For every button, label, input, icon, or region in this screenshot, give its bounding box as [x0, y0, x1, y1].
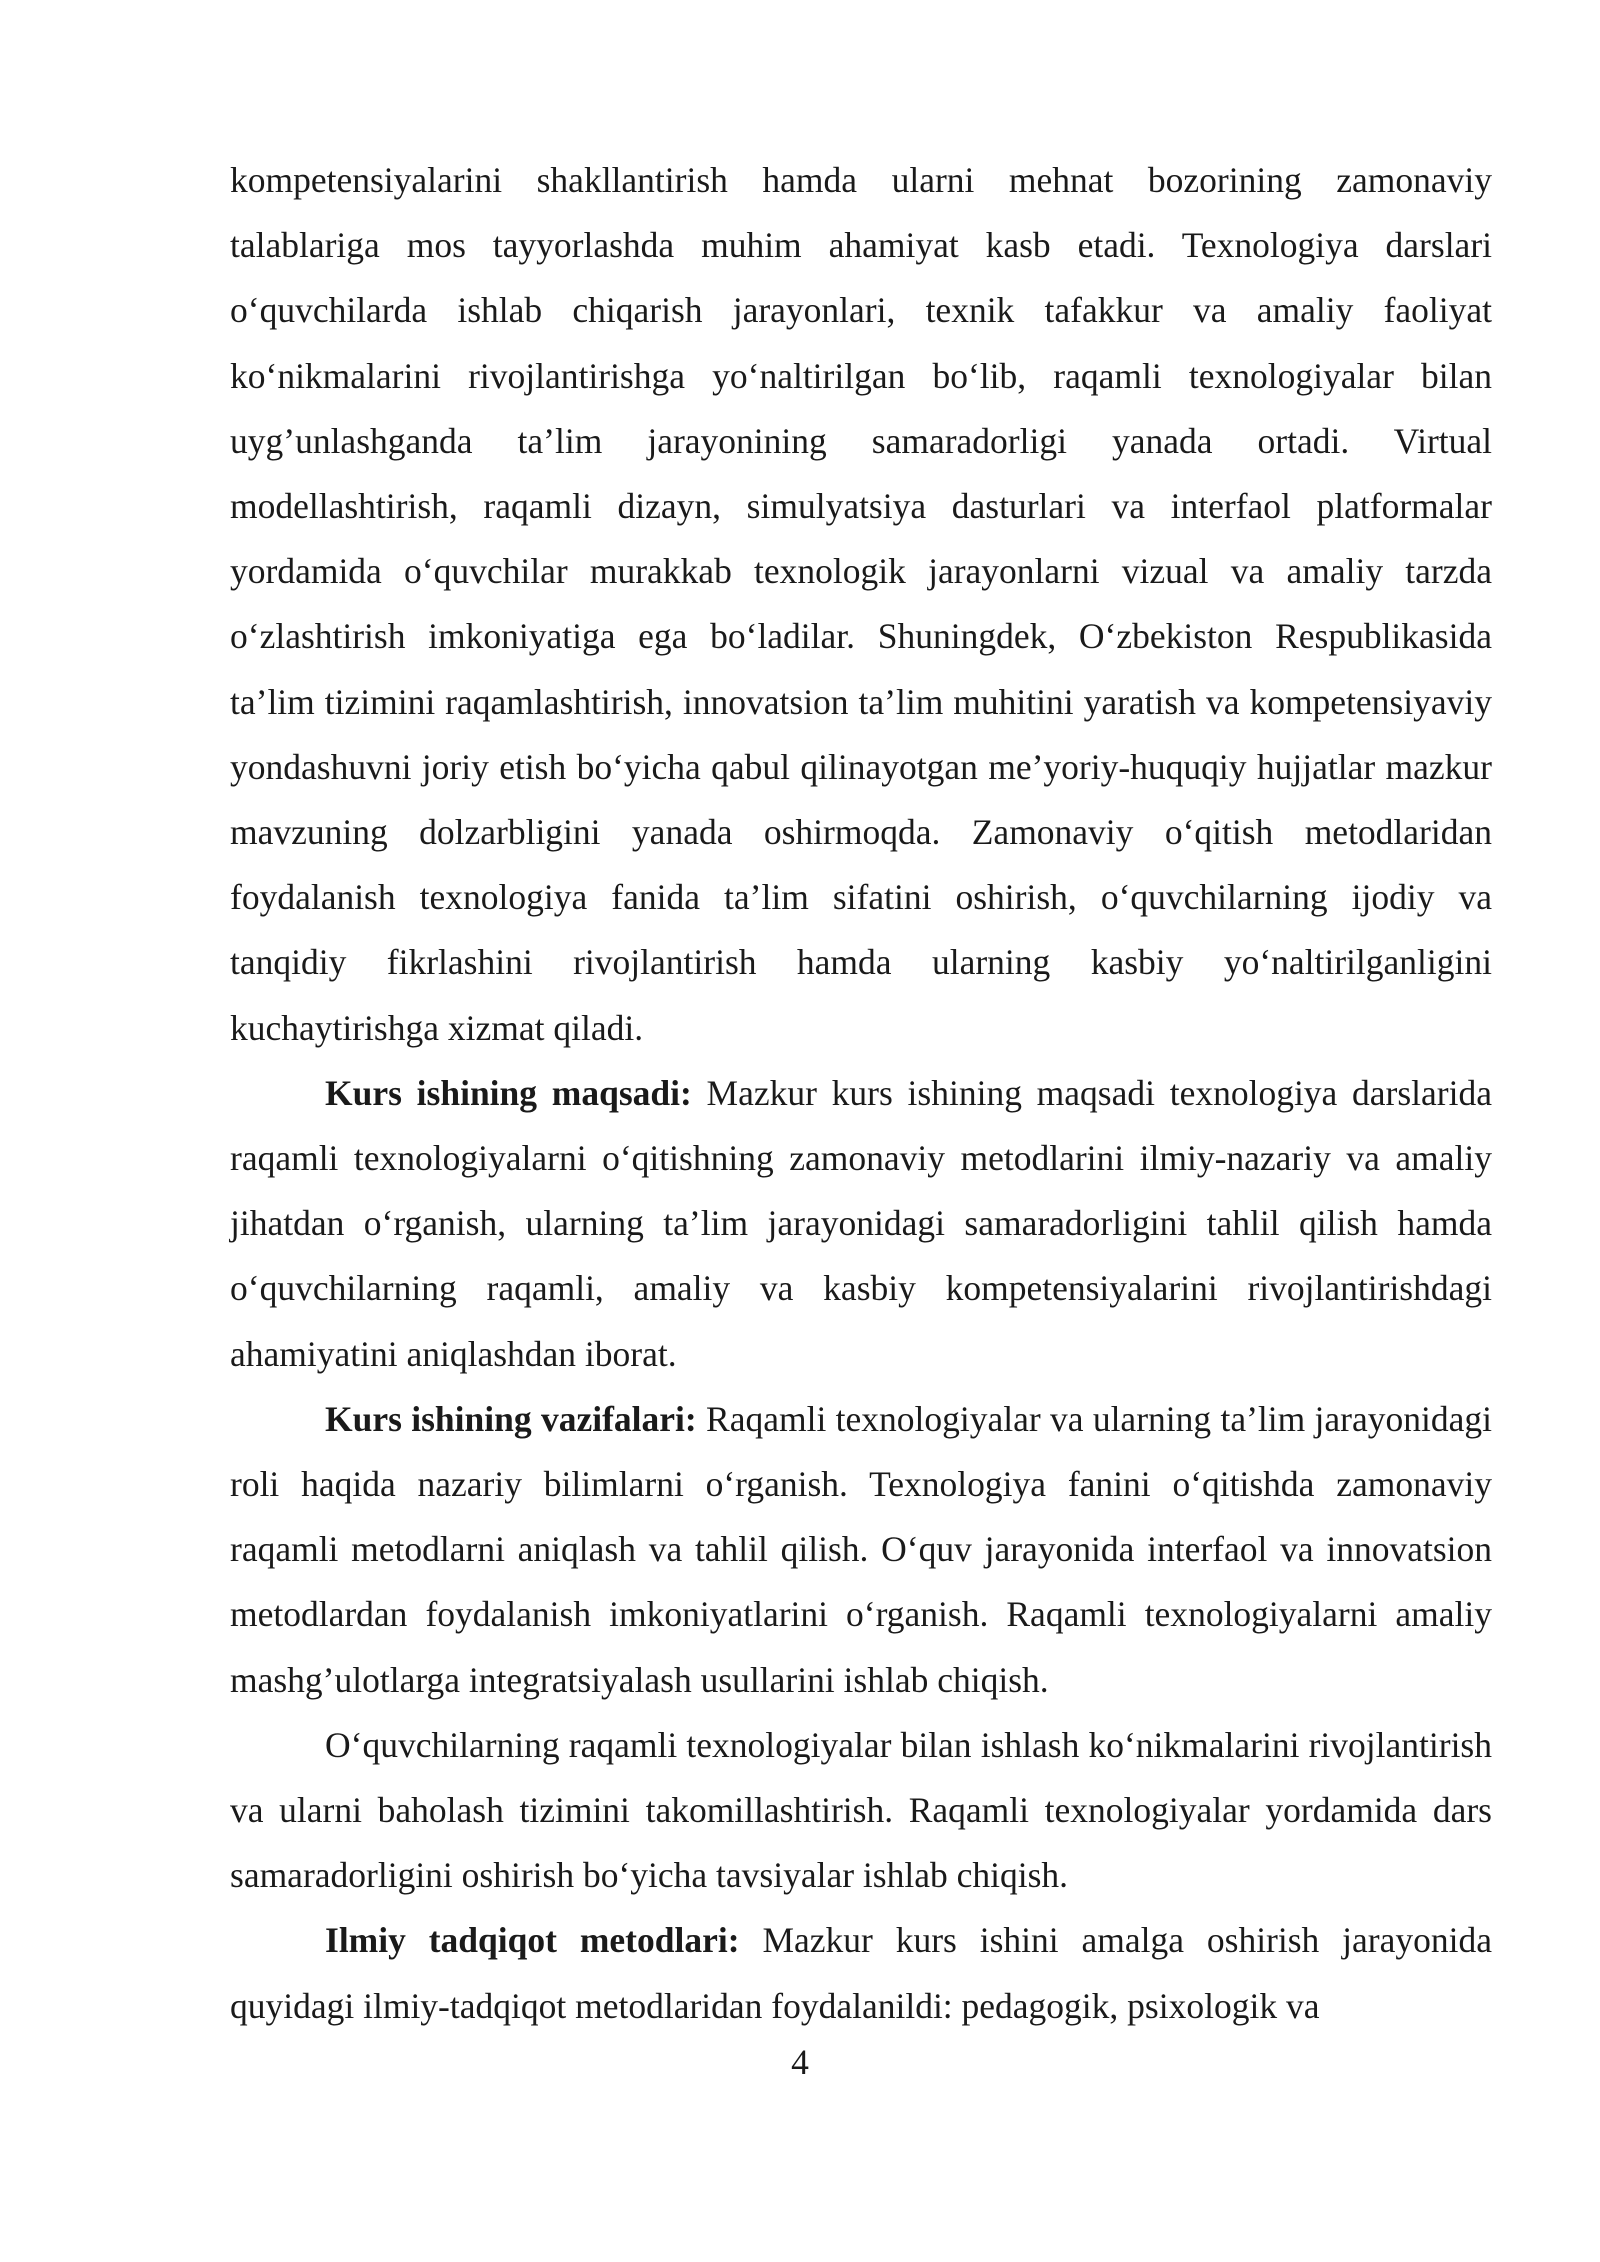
paragraph-heading: Kurs ishining vazifalari: — [325, 1398, 697, 1439]
paragraph-course-tasks — [230, 1387, 1492, 1713]
paragraph-heading: Ilmiy tadqiqot metodlari: — [325, 1920, 740, 1961]
paragraph-text: Mazkur kurs ishining maqsadi texnologiya darslarida raqamli texnologiyalarni o‘qitishning zamonaviy metodlarini ilmiy-nazariy va amaliy jihatdan o‘rganish, ularning ta’lim jarayonidagi samaradorligini tahlil qilish hamda o‘quvchilarning raqamli, amaliy va kasbiy kompetensiyalarini rivojlantirishdagi ahamiyatini aniqlashdan iborat. — [230, 1072, 1492, 1374]
paragraph-text: kompetensiyalarini shakllantirish hamda ularni mehnat bozorining zamonaviy talablariga mos tayyorlashda muhim ahamiyat kasb etadi. Texnologiya darslari o‘quvchilarda ishlab chiqarish jarayonlari, texnik tafakkur va amaliy faoliyat ko‘nikmalarini rivojlantirishga yo‘naltirilgan bo‘lib, raqamli texnologiyalar bilan uyg’unlashganda ta’lim jarayonining samaradorligi yanada ortadi. Virtual modellashtirish, raqamli dizayn, simulyatsiya dasturlari va interfaol platformalar yordamida o‘quvchilar murakkab texnologik jarayonlarni vizual va amaliy tarzda o‘zlashtirish imkoniyatiga ega bo‘ladilar. Shuningdek, O‘zbekiston Respublikasida ta’lim tizimini raqamlashtirish, innovatsion ta’lim muhitini yaratish va kompetensiyaviy yondashuvni joriy etish bo‘yicha qabul qilinayotgan me’yoriy-huquqiy hujjatlar mazkur mavzuning dolzarbligini yanada oshirmoqda. Zamonaviy o‘qitish metodlaridan foydalanish texnologiya fanida ta’lim sifatini oshirish, o‘quvchilarning ijodiy va tanqidiy fikrlashini rivojlantirish hamda ularning kasbiy yo‘naltirilganligini kuchaytirishga xizmat qiladi. — [230, 160, 1492, 1048]
paragraph-course-goal — [230, 1061, 1492, 1387]
document-page — [230, 148, 1492, 2039]
paragraph-research-methods — [230, 1908, 1492, 2038]
paragraph-text: Mazkur kurs ishini amalga oshirish jarayonida quyidagi ilmiy-tadqiqot metodlaridan foydalanildi: pedagogik, psixologik va — [230, 1920, 1492, 2026]
paragraph-intro-continuation — [230, 148, 1492, 1061]
paragraph-text: Raqamli texnologiyalar va ularning ta’lim jarayonidagi roli haqida nazariy bilimlarni o‘rganish. Texnologiya fanini o‘qitishda zamonaviy raqamli metodlarni aniqlash va tahlil qilish. O‘quv jarayonida interfaol va innovatsion metodlardan foydalanish imkoniyatlarini o‘rganish. Raqamli texnologiyalarni amaliy mashg’ulotlarga integratsiyalash usullarini ishlab chiqish. — [230, 1398, 1492, 1700]
paragraph-text: O‘quvchilarning raqamli texnologiyalar bilan ishlash ko‘nikmalarini rivojlantirish va ularni baholash tizimini takomillashtirish. Raqamli texnologiyalar yordamida dars samaradorligini oshirish bo‘yicha tavsiyalar ishlab chiqish. — [230, 1724, 1492, 1896]
paragraph-course-tasks-continued — [230, 1713, 1492, 1909]
page-number: 4 — [791, 2042, 809, 2082]
paragraph-heading: Kurs ishining maqsadi: — [325, 1072, 692, 1113]
